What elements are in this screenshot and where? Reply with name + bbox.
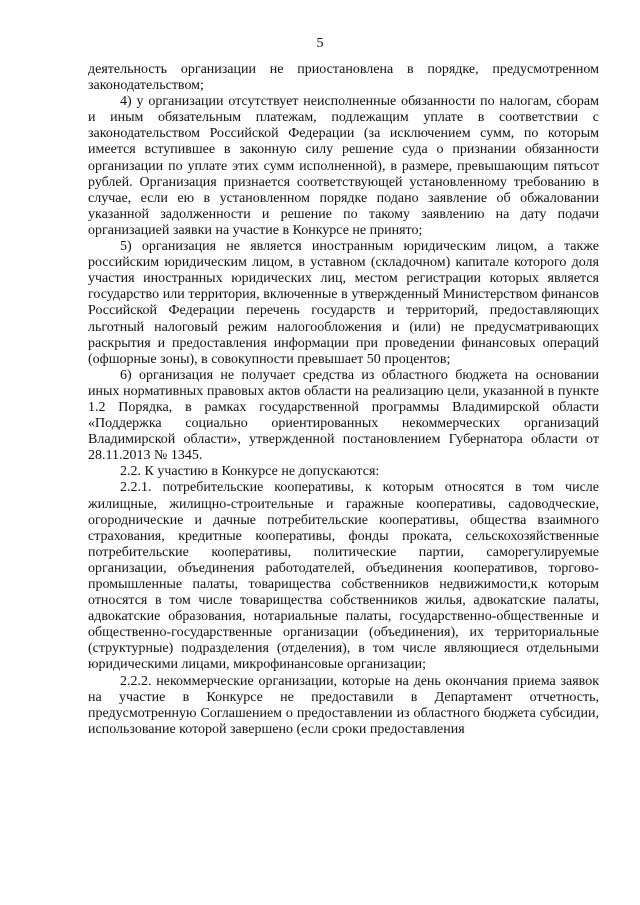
paragraph-item-2-2-2-reporting: 2.2.2. некоммерческие организации, которые на день окончания приема заявок на участие в Конкурсе не предоставили в Департамент отчетность, предусмотренную Соглашением о предоставлении из областного бюджета субсидии, использование которой завершено (если сроки предоставления [88,673,599,737]
paragraph-section-2-2-heading: 2.2. К участию в Конкурсе не допускаются: [120,464,380,480]
document-body [88,62,599,738]
page-number: 5 [316,36,324,51]
paragraph-item-2-2-1-cooperatives: 2.2.1. потребительские кооперативы, к которым относятся в том числе жилищные, жилищно-строительные и гаражные кооперативы, садоводческие, огороднические и дачные потребительские кооперативы, общества взаимного страхования, кредитные кооперативы, фонды проката, сельскохозяйственные потребительские кооперативы, политические партии, саморегулируемые организации, объединения работодателей, объединения кооперативов, торгово-промышленные палаты, товарищества собственников недвижимости,к которым относятся в том числе товарищества собственников жилья, адвокатские палаты, адвокатские образования, нотариальные палаты, государственно-общественные и общественно-государственные организации (объединения), их территориальные (структурные) подразделения (отделения), в том числе являющиеся отдельными юридическими лицами, микрофинансовые организации; [88,480,599,673]
paragraph-item-6-budget-funds: 6) организация не получает средства из областного бюджета на основании иных нормативных правовых актов области на реализацию цели, указанной в пункте 1.2 Порядка, в рамках государственной программы Владимирской области «Поддержка социально ориентированных некоммерческих организаций Владимирской области», утвержденной постановлением Губернатора области от 28.11.2013 № 1345. [88,367,599,464]
paragraph-item-4-tax-obligations: 4) у организации отсутствует неисполненные обязанности по налогам, сборам и иным обязательным платежам, подлежащим уплате в соответствии с законодательством Российской Федерации (за исключением сумм, по которым имеется вступившее в законную силу решение суда о признании обязанности организации по уплате этих сумм исполненной), в размере, превышающим пятьсот рублей. Организация признается соответствующей установленному требованию в случае, если ею в установленном порядке подано заявление об обжаловании указанной задолженности и решение по такому заявлению на дату подачи организацией заявки на участие в Конкурсе не принято; [88,94,599,238]
paragraph-activity-status: деятельность организации не приостановлена в порядке, предусмотренном законодательством; [88,62,599,94]
paragraph-item-5-foreign-entity: 5) организация не является иностранным юридическим лицом, а также российским юридическим лицом, в уставном (складочном) капитале которого доля участия иностранных юридических лиц, местом регистрации которых является государство или территория, включенные в утвержденный Министерством финансов Российской Федерации перечень государств и территорий, предоставляющих льготный налоговый режим налогообложения и (или) не предусматривающих раскрытия и предоставления информации при проведении финансовых операций (офшорные зоны), в совокупности превышает 50 процентов; [88,239,599,367]
